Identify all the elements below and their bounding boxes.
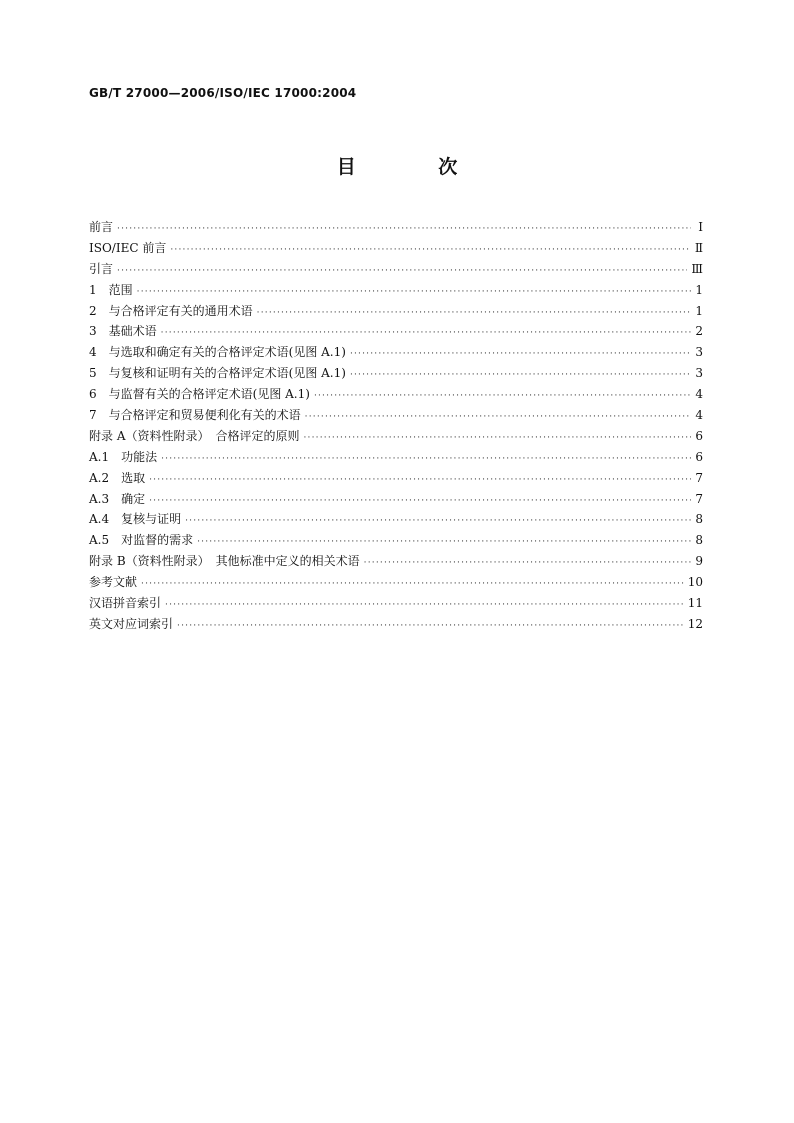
toc-entry-page: 4 xyxy=(695,387,703,402)
toc-entry-page: 7 xyxy=(695,491,703,506)
toc-leader-dots xyxy=(185,511,691,532)
toc-entry-a5[interactable] xyxy=(89,530,703,551)
toc-leader-dots xyxy=(161,323,691,344)
toc-entry-2[interactable] xyxy=(89,301,703,322)
toc-entry-page: 12 xyxy=(687,616,703,631)
toc-leader-dots xyxy=(165,595,684,616)
toc-leader-dots xyxy=(149,491,691,512)
toc-entry-a2[interactable] xyxy=(89,468,703,489)
toc-leader-dots xyxy=(137,282,691,303)
toc-leader-dots xyxy=(141,574,684,595)
toc-entry-4[interactable] xyxy=(89,342,703,363)
toc-entry-3[interactable] xyxy=(89,321,703,342)
toc-entry-5[interactable] xyxy=(89,363,703,384)
toc-entry-page: 4 xyxy=(695,408,703,423)
toc-entry-label: 参考文献 xyxy=(89,575,138,590)
toc-entry-page: 7 xyxy=(695,470,703,485)
toc-entry-annex-b[interactable] xyxy=(89,551,703,572)
toc-entry-label: 5 与复核和证明有关的合格评定术语(见图 A.1) xyxy=(89,366,346,381)
toc-leader-dots xyxy=(257,303,691,324)
toc-leader-dots xyxy=(364,553,691,574)
toc-entry-label: ISO/IEC 前言 xyxy=(89,240,167,255)
toc-entry-label: 4 与选取和确定有关的合格评定术语(见图 A.1) xyxy=(89,345,346,360)
toc-entry-page: 8 xyxy=(695,512,703,527)
toc-entry-bibliography[interactable] xyxy=(89,572,703,593)
toc-entry-page: 6 xyxy=(695,449,703,464)
toc-entry-page: 1 xyxy=(695,282,703,297)
toc-entry-label: 3 基础术语 xyxy=(89,324,157,339)
toc-entry-label: 汉语拼音索引 xyxy=(89,596,162,611)
toc-entry-7[interactable] xyxy=(89,405,703,426)
toc-entry-a3[interactable] xyxy=(89,489,703,510)
toc-entry-6[interactable] xyxy=(89,384,703,405)
document-code: GB/T 27000—2006/ISO/IEC 17000:2004 xyxy=(89,86,357,100)
toc-entry-foreword[interactable] xyxy=(89,217,703,238)
toc-entry-page: 9 xyxy=(695,554,703,569)
toc-entry-1[interactable] xyxy=(89,280,703,301)
toc-entry-label: A.5 对监督的需求 xyxy=(89,533,194,548)
toc-entry-label: 英文对应词索引 xyxy=(89,616,174,631)
toc-leader-dots xyxy=(117,261,687,282)
toc-entry-page: 6 xyxy=(695,428,703,443)
page-title: 目 次 xyxy=(336,156,496,178)
toc-entry-label: 7 与合格评定和贸易便利化有关的术语 xyxy=(89,408,301,423)
toc-entry-page: 8 xyxy=(695,533,703,548)
toc-entry-label: A.3 确定 xyxy=(89,491,146,506)
toc-entry-english-index[interactable] xyxy=(89,614,703,635)
toc-entry-label: 附录 B（资料性附录） 其他标准中定义的相关术语 xyxy=(89,554,360,569)
toc-entry-label: 2 与合格评定有关的通用术语 xyxy=(89,303,253,318)
toc-leader-dots xyxy=(197,532,691,553)
toc-leader-dots xyxy=(149,470,691,491)
toc-entry-iso-foreword[interactable] xyxy=(89,238,703,259)
toc-leader-dots xyxy=(303,428,691,449)
toc-entry-a1[interactable] xyxy=(89,447,703,468)
toc-entry-label: A.2 选取 xyxy=(89,470,146,485)
toc-entry-page: 2 xyxy=(695,324,703,339)
toc-leader-dots xyxy=(161,449,691,470)
toc-entry-page: 1 xyxy=(695,303,703,318)
toc-leader-dots xyxy=(170,240,691,261)
toc-entry-label: 前言 xyxy=(89,220,114,234)
toc-entry-page: Ⅰ xyxy=(698,220,703,234)
toc-leader-dots xyxy=(350,365,691,386)
toc-entry-a4[interactable] xyxy=(89,509,703,530)
toc-entry-introduction[interactable] xyxy=(89,259,703,280)
toc-entry-label: A.1 功能法 xyxy=(89,449,158,464)
toc-entry-page: Ⅲ xyxy=(691,261,703,276)
toc-leader-dots xyxy=(305,407,691,428)
toc-entry-page: 3 xyxy=(695,345,703,360)
toc-leader-dots xyxy=(117,219,691,240)
toc-entry-page: 11 xyxy=(687,596,703,611)
table-of-contents xyxy=(89,217,703,635)
toc-entry-page: 3 xyxy=(695,366,703,381)
toc-entry-label: A.4 复核与证明 xyxy=(89,512,182,527)
toc-leader-dots xyxy=(350,344,691,365)
toc-leader-dots xyxy=(177,616,684,637)
toc-entry-label: 1 范围 xyxy=(89,282,133,297)
toc-leader-dots xyxy=(314,386,691,407)
toc-entry-label: 附录 A（资料性附录） 合格评定的原则 xyxy=(89,428,300,443)
toc-entry-page: 10 xyxy=(687,575,703,590)
toc-entry-annex-a[interactable] xyxy=(89,426,703,447)
toc-entry-label: 6 与监督有关的合格评定术语(见图 A.1) xyxy=(89,387,310,402)
toc-entry-label: 引言 xyxy=(89,261,114,276)
toc-entry-page: Ⅱ xyxy=(694,240,703,255)
toc-entry-pinyin-index[interactable] xyxy=(89,593,703,614)
